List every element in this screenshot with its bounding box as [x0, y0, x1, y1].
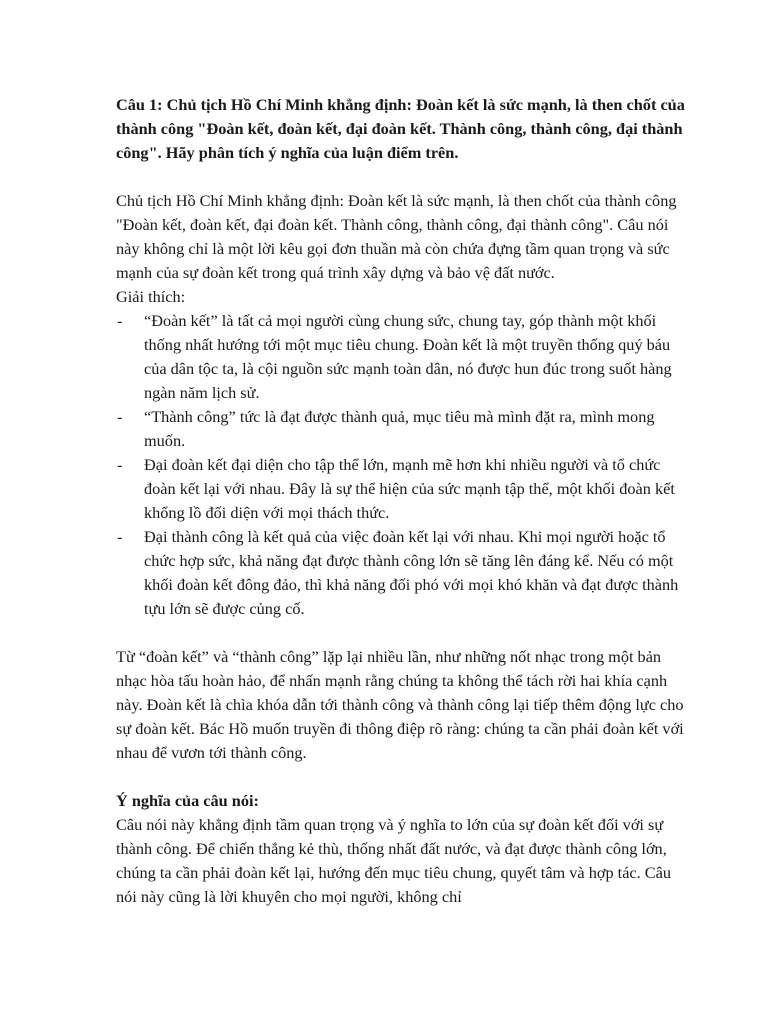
document-page: [116, 93, 686, 909]
list-item-text: Đại đoàn kết đại diện cho tập thể lớn, mạnh mẽ hơn khi nhiều người và tổ chức đoàn kết lại với nhau. Đây là sự thể hiện của sức mạnh tập thể, một khối đoàn kết khổng lồ đối diện với mọi thách thức.: [144, 455, 675, 522]
explanation-label: Giải thích:: [116, 287, 186, 306]
list-dash: -: [117, 455, 123, 474]
list-item: [116, 525, 686, 621]
explanation-list: [116, 309, 686, 621]
question-heading: Câu 1: Chủ tịch Hồ Chí Minh khẳng định: Đoàn kết là sức mạnh, là then chốt của thành công "Đoàn kết, đoàn kết, đại đoàn kết. Thành công, thành công, đại thành công". Hãy phân tích ý nghĩa của luận điểm trên.: [116, 95, 685, 162]
list-item-text: Đại thành công là kết quả của việc đoàn kết lại với nhau. Khi mọi người hoặc tổ chức hợp sức, khả năng đạt được thành công lớn sẽ tăng lên đáng kể. Nếu có một khối đoàn kết đông đảo, thì khả năng đối phó với mọi khó khăn và đạt được thành tựu lớn sẽ được củng cố.: [144, 527, 679, 618]
intro-paragraph: Chủ tịch Hồ Chí Minh khẳng định: Đoàn kết là sức mạnh, là then chốt của thành công "Đoàn kết, đoàn kết, đại đoàn kết. Thành công, thành công, đại thành công". Câu nói này không chỉ là một lời kêu gọi đơn thuần mà còn chứa đựng tầm quan trọng và sức mạnh của sự đoàn kết trong quá trình xây dựng và bảo vệ đất nước.: [116, 191, 677, 282]
list-item: [116, 453, 686, 525]
list-item-text: “Đoàn kết” là tất cả mọi người cùng chung sức, chung tay, góp thành một khối thống nhất hướng tới một mục tiêu chung. Đoàn kết là một truyền thống quý báu của dân tộc ta, là cội nguồn sức mạnh toàn dân, nó được hun đúc trong suốt hàng ngàn năm lịch sử.: [144, 311, 672, 402]
list-item-text: “Thành công” tức là đạt được thành quả, mục tiêu mà mình đặt ra, mình mong muốn.: [144, 407, 655, 450]
list-item: [116, 405, 686, 453]
paragraph-spacer: [116, 765, 686, 789]
meaning-heading: Ý nghĩa của câu nói:: [116, 791, 259, 810]
list-dash: -: [117, 311, 123, 330]
repetition-paragraph: Từ “đoàn kết” và “thành công” lặp lại nhiều lần, như những nốt nhạc trong một bản nhạc hòa tấu hoàn hảo, để nhấn mạnh rằng chúng ta không thể tách rời hai khía cạnh này. Đoàn kết là chìa khóa dẫn tới thành công và thành công lại tiếp thêm động lực cho sự đoàn kết. Bác Hồ muốn truyền đi thông điệp rõ ràng: chúng ta cần phải đoàn kết với nhau để vươn tới thành công.: [116, 647, 684, 762]
list-dash: -: [117, 527, 123, 546]
list-dash: -: [117, 407, 123, 426]
paragraph-spacer: [116, 621, 686, 645]
meaning-paragraph: Câu nói này khẳng định tầm quan trọng và ý nghĩa to lớn của sự đoàn kết đối với sự thành công. Để chiến thắng kẻ thù, thống nhất đất nước, và đạt được thành công lớn, chúng ta cần phải đoàn kết lại, hướng đến mục tiêu chung, quyết tâm và hợp tác. Câu nói này cũng là lời khuyên cho mọi người, không chỉ: [116, 815, 672, 906]
list-item: [116, 309, 686, 405]
